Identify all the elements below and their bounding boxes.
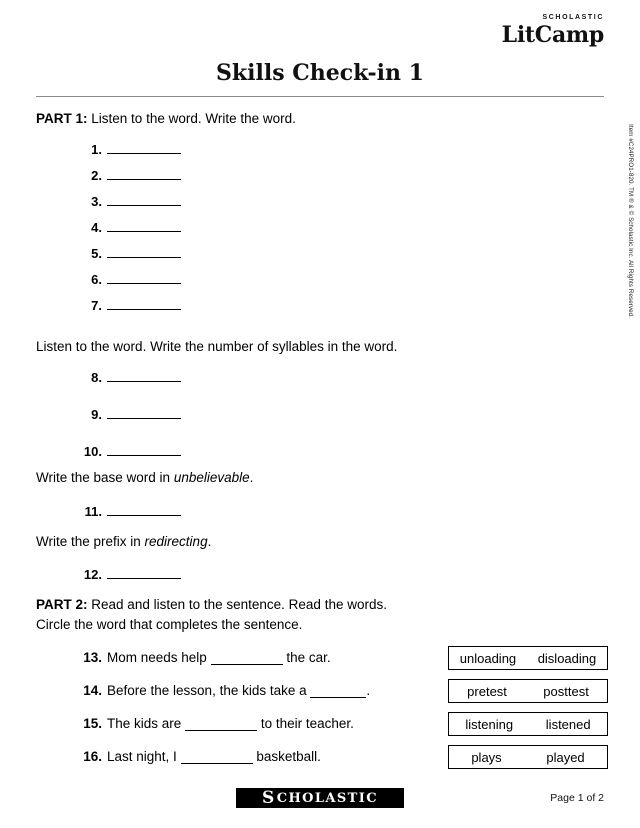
item-number: 10.: [83, 444, 102, 460]
item-number: 1.: [91, 142, 102, 158]
choice-option-b[interactable]: posttest: [543, 683, 589, 699]
choice-box: [448, 745, 608, 769]
instruction-4-pre: Write the prefix in: [36, 533, 145, 549]
answer-blank[interactable]: [107, 298, 181, 310]
answer-blank[interactable]: [107, 142, 181, 154]
question-text-post: basketball.: [256, 749, 321, 765]
question-row: [78, 749, 321, 764]
part2-heading: [36, 596, 604, 614]
item-number: 5.: [91, 246, 102, 262]
answer-blank[interactable]: [310, 686, 366, 698]
list-item: [78, 168, 604, 183]
list-item: [78, 272, 604, 287]
part1-instruction-2: Listen to the word. Write the number of syllables in the word.: [36, 339, 398, 355]
item-number: 4.: [91, 220, 102, 236]
brand-scholastic-text: SCHOLASTIC: [542, 14, 604, 21]
item-number: 9.: [91, 407, 102, 423]
part2-instruction-line2: Circle the word that completes the sentence.: [36, 617, 303, 633]
part1-instruction-3: [36, 469, 604, 487]
item-number: 2.: [91, 168, 102, 184]
answer-blank[interactable]: [107, 272, 181, 284]
question-text-pre: Last night, I: [107, 749, 177, 765]
answer-blank[interactable]: [107, 168, 181, 180]
part1-label: PART 1:: [36, 111, 88, 126]
question-text-post: .: [366, 683, 371, 699]
question-text: [107, 683, 370, 698]
title-divider: [36, 96, 604, 97]
choice-box: [448, 646, 608, 670]
choice-option-a[interactable]: listening: [465, 716, 514, 732]
answer-blank[interactable]: [107, 370, 181, 382]
list-item: [78, 370, 604, 385]
question-row: [78, 716, 354, 731]
question-number: 14.: [83, 683, 102, 699]
choice-option-a[interactable]: pretest: [467, 683, 507, 699]
list-item: [78, 220, 604, 235]
list-item: [78, 407, 604, 422]
answer-blank[interactable]: [181, 752, 253, 764]
part2-label: PART 2:: [36, 596, 88, 612]
item-number: 11.: [84, 503, 102, 519]
answer-blank[interactable]: [185, 719, 257, 731]
part1-syllables-list: [36, 370, 604, 459]
choice-option-a[interactable]: plays: [471, 749, 502, 765]
list-item: [78, 142, 604, 157]
choice-box: [448, 712, 608, 736]
list-item: [78, 194, 604, 209]
item-number: 12.: [83, 566, 102, 582]
part1-baseword-list: [36, 504, 604, 519]
instruction-4-post: .: [207, 533, 212, 549]
page-number: Page 1 of 2: [550, 792, 604, 804]
part1-heading: [36, 110, 604, 128]
part1-instruction: Listen to the word. Write the word.: [91, 111, 296, 126]
logo-letters-rest: CHOLASTIC: [276, 790, 378, 806]
question-text: [107, 650, 331, 665]
instruction-4-word: redirecting: [144, 533, 208, 549]
question-text-post: the car.: [286, 650, 331, 666]
question-text-post: to their teacher.: [260, 716, 354, 732]
choice-option-b[interactable]: disloading: [537, 650, 597, 666]
part2-questions: [36, 650, 604, 778]
list-item: [78, 444, 604, 459]
question-row: [78, 683, 370, 698]
answer-blank[interactable]: [107, 504, 181, 516]
item-number: 8.: [91, 370, 102, 386]
question-text-pre: Before the lesson, the kids take a: [107, 683, 307, 699]
worksheet-content: [36, 110, 604, 778]
instruction-3-pre: Write the base word in: [36, 470, 174, 486]
copyright-text: Item #C24PRO1-820. TM ® & © Scholastic Inc. All Rights Reserved.: [627, 124, 634, 318]
choice-option-b[interactable]: listened: [545, 716, 591, 732]
list-item: [78, 246, 604, 261]
brand-logo: [502, 14, 604, 46]
item-number: 3.: [91, 194, 102, 210]
page-title: Skills Check-in 1: [216, 60, 424, 86]
logo-letter-s: S: [262, 787, 276, 808]
question-text-pre: The kids are: [107, 716, 182, 732]
part1-answer-list: [36, 142, 604, 313]
question-text-pre: Mom needs help: [107, 650, 207, 666]
scholastic-footer-logo: [236, 788, 404, 808]
part1-instruction-4: [36, 533, 604, 551]
item-number: 6.: [91, 272, 102, 288]
list-item: [78, 298, 604, 313]
answer-blank[interactable]: [107, 246, 181, 258]
question-text: [107, 716, 354, 731]
answer-blank[interactable]: [107, 220, 181, 232]
instruction-3-word: unbelievable: [173, 470, 250, 486]
question-text: [107, 749, 321, 764]
question-number: 16.: [83, 749, 102, 765]
answer-blank[interactable]: [107, 407, 181, 419]
choice-option-b[interactable]: played: [546, 749, 585, 765]
question-row: [78, 650, 331, 665]
choice-option-a[interactable]: unloading: [459, 650, 517, 666]
answer-blank[interactable]: [107, 194, 181, 206]
question-number: 13.: [83, 650, 102, 666]
list-item: [78, 504, 604, 519]
item-number: 7.: [91, 298, 102, 314]
choice-box: [448, 679, 608, 703]
answer-blank[interactable]: [107, 444, 181, 456]
question-number: 15.: [83, 716, 102, 732]
list-item: [78, 567, 604, 582]
answer-blank[interactable]: [107, 567, 181, 579]
answer-blank[interactable]: [211, 653, 283, 665]
instruction-3-post: .: [249, 470, 254, 486]
part2-instruction-line1: Read and listen to the sentence. Read the words.: [91, 596, 387, 612]
brand-litcamp-text: LitCamp: [501, 22, 604, 48]
part1-prefix-list: [36, 567, 604, 582]
